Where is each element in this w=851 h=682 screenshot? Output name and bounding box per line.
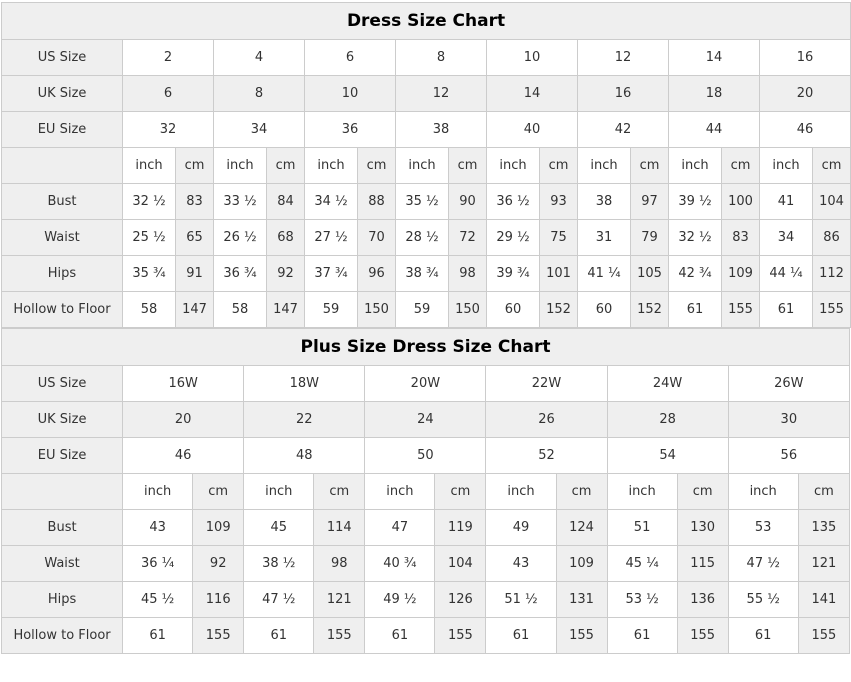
size-cell: 32: [123, 112, 214, 148]
measurement-cm-cell: 104: [813, 184, 851, 220]
measurement-cm-cell: 114: [314, 510, 365, 546]
row-label: Hips: [2, 582, 123, 618]
measurement-inch-cell: 43: [486, 546, 556, 582]
size-cell: 20W: [365, 366, 486, 402]
size-cell: 10: [487, 40, 578, 76]
plus-size-dress-size-chart-section: [1, 328, 851, 654]
measurement-inch-cell: 61: [123, 618, 193, 654]
unit-inch-cell: inch: [728, 474, 798, 510]
size-cell: 14: [669, 40, 760, 76]
unit-cm-cell: cm: [722, 148, 760, 184]
size-cell: 12: [578, 40, 669, 76]
size-cell: 22: [244, 402, 365, 438]
unit-inch-cell: inch: [365, 474, 435, 510]
measurement-row: [2, 618, 850, 654]
measurement-inch-cell: 55 ½: [728, 582, 798, 618]
unit-cm-cell: cm: [358, 148, 396, 184]
unit-header-row: [2, 474, 850, 510]
size-cell: 18: [669, 76, 760, 112]
size-row: [2, 76, 851, 112]
size-cell: 2: [123, 40, 214, 76]
size-row: [2, 112, 851, 148]
measurement-cm-cell: 98: [449, 256, 487, 292]
measurement-inch-cell: 31: [578, 220, 631, 256]
measurement-inch-cell: 36 ¼: [123, 546, 193, 582]
measurement-inch-cell: 53: [728, 510, 798, 546]
measurement-inch-cell: 51: [607, 510, 677, 546]
measurement-row: [2, 292, 851, 328]
size-cell: 44: [669, 112, 760, 148]
corner-cell: [2, 148, 123, 184]
measurement-cm-cell: 121: [314, 582, 365, 618]
measurement-inch-cell: 38 ¾: [396, 256, 449, 292]
measurement-inch-cell: 42 ¾: [669, 256, 722, 292]
unit-cm-cell: cm: [677, 474, 728, 510]
measurement-cm-cell: 152: [540, 292, 578, 328]
measurement-inch-cell: 51 ½: [486, 582, 556, 618]
size-cell: 4: [214, 40, 305, 76]
measurement-inch-cell: 35 ½: [396, 184, 449, 220]
measurement-cm-cell: 155: [314, 618, 365, 654]
measurement-inch-cell: 60: [487, 292, 540, 328]
unit-cm-cell: cm: [176, 148, 214, 184]
size-cell: 50: [365, 438, 486, 474]
measurement-cm-cell: 147: [176, 292, 214, 328]
measurement-cm-cell: 155: [813, 292, 851, 328]
measurement-cm-cell: 150: [358, 292, 396, 328]
plus-size-dress-size-chart-table: [1, 328, 850, 654]
measurement-inch-cell: 61: [365, 618, 435, 654]
measurement-inch-cell: 44 ¼: [760, 256, 813, 292]
measurement-cm-cell: 116: [193, 582, 244, 618]
measurement-inch-cell: 29 ½: [487, 220, 540, 256]
measurement-inch-cell: 25 ½: [123, 220, 176, 256]
size-cell: 14: [487, 76, 578, 112]
measurement-inch-cell: 45 ¼: [607, 546, 677, 582]
size-cell: 12: [396, 76, 487, 112]
size-cell: 46: [760, 112, 851, 148]
table-title-row: [2, 3, 851, 40]
unit-inch-cell: inch: [578, 148, 631, 184]
measurement-cm-cell: 101: [540, 256, 578, 292]
measurement-cm-cell: 115: [677, 546, 728, 582]
measurement-inch-cell: 36 ¾: [214, 256, 267, 292]
measurement-inch-cell: 32 ½: [123, 184, 176, 220]
measurement-cm-cell: 88: [358, 184, 396, 220]
size-cell: 26: [486, 402, 607, 438]
unit-cm-cell: cm: [435, 474, 486, 510]
measurement-inch-cell: 53 ½: [607, 582, 677, 618]
measurement-inch-cell: 60: [578, 292, 631, 328]
row-label: Hollow to Floor: [2, 292, 123, 328]
measurement-cm-cell: 119: [435, 510, 486, 546]
size-cell: 30: [728, 402, 849, 438]
measurement-inch-cell: 27 ½: [305, 220, 358, 256]
unit-inch-cell: inch: [760, 148, 813, 184]
measurement-cm-cell: 105: [631, 256, 669, 292]
unit-inch-cell: inch: [396, 148, 449, 184]
unit-inch-cell: inch: [123, 474, 193, 510]
unit-cm-cell: cm: [449, 148, 487, 184]
unit-cm-cell: cm: [556, 474, 607, 510]
size-cell: 48: [244, 438, 365, 474]
measurement-inch-cell: 26 ½: [214, 220, 267, 256]
measurement-cm-cell: 92: [193, 546, 244, 582]
measurement-cm-cell: 141: [798, 582, 849, 618]
row-label: EU Size: [2, 112, 123, 148]
size-cell: 42: [578, 112, 669, 148]
measurement-cm-cell: 155: [193, 618, 244, 654]
measurement-inch-cell: 47 ½: [728, 546, 798, 582]
measurement-cm-cell: 96: [358, 256, 396, 292]
size-cell: 6: [123, 76, 214, 112]
measurement-cm-cell: 84: [267, 184, 305, 220]
measurement-cm-cell: 124: [556, 510, 607, 546]
row-label: Hollow to Floor: [2, 618, 123, 654]
measurement-cm-cell: 83: [722, 220, 760, 256]
measurement-cm-cell: 130: [677, 510, 728, 546]
measurement-inch-cell: 41 ¼: [578, 256, 631, 292]
size-cell: 18W: [244, 366, 365, 402]
measurement-row: [2, 184, 851, 220]
unit-inch-cell: inch: [486, 474, 556, 510]
measurement-inch-cell: 39 ½: [669, 184, 722, 220]
measurement-cm-cell: 150: [449, 292, 487, 328]
dress-size-chart-section: [1, 2, 851, 328]
unit-cm-cell: cm: [193, 474, 244, 510]
measurement-row: [2, 220, 851, 256]
size-cell: 20: [123, 402, 244, 438]
size-cell: 10: [305, 76, 396, 112]
measurement-inch-cell: 40 ¾: [365, 546, 435, 582]
size-cell: 8: [396, 40, 487, 76]
measurement-row: [2, 582, 850, 618]
measurement-inch-cell: 39 ¾: [487, 256, 540, 292]
measurement-cm-cell: 68: [267, 220, 305, 256]
measurement-inch-cell: 49: [486, 510, 556, 546]
measurement-inch-cell: 59: [396, 292, 449, 328]
size-cell: 20: [760, 76, 851, 112]
measurement-inch-cell: 32 ½: [669, 220, 722, 256]
size-row: [2, 366, 850, 402]
measurement-cm-cell: 131: [556, 582, 607, 618]
measurement-cm-cell: 100: [722, 184, 760, 220]
size-cell: 16: [578, 76, 669, 112]
measurement-inch-cell: 61: [244, 618, 314, 654]
measurement-inch-cell: 33 ½: [214, 184, 267, 220]
measurement-row: [2, 510, 850, 546]
unit-inch-cell: inch: [214, 148, 267, 184]
measurement-cm-cell: 147: [267, 292, 305, 328]
size-row: [2, 438, 850, 474]
measurement-cm-cell: 92: [267, 256, 305, 292]
measurement-inch-cell: 38 ½: [244, 546, 314, 582]
measurement-cm-cell: 109: [722, 256, 760, 292]
unit-inch-cell: inch: [244, 474, 314, 510]
table-title-row: [2, 329, 850, 366]
measurement-inch-cell: 58: [123, 292, 176, 328]
measurement-inch-cell: 47: [365, 510, 435, 546]
size-cell: 24W: [607, 366, 728, 402]
measurement-cm-cell: 121: [798, 546, 849, 582]
row-label: UK Size: [2, 402, 123, 438]
measurement-inch-cell: 45 ½: [123, 582, 193, 618]
measurement-cm-cell: 126: [435, 582, 486, 618]
measurement-inch-cell: 47 ½: [244, 582, 314, 618]
size-cell: 54: [607, 438, 728, 474]
measurement-inch-cell: 37 ¾: [305, 256, 358, 292]
size-cell: 40: [487, 112, 578, 148]
table-title: Dress Size Chart: [2, 3, 851, 40]
measurement-inch-cell: 35 ¾: [123, 256, 176, 292]
unit-cm-cell: cm: [631, 148, 669, 184]
measurement-cm-cell: 65: [176, 220, 214, 256]
measurement-inch-cell: 34 ½: [305, 184, 358, 220]
size-cell: 34: [214, 112, 305, 148]
unit-cm-cell: cm: [314, 474, 365, 510]
size-cell: 56: [728, 438, 849, 474]
measurement-inch-cell: 61: [486, 618, 556, 654]
measurement-cm-cell: 155: [722, 292, 760, 328]
row-label: Bust: [2, 510, 123, 546]
measurement-cm-cell: 109: [556, 546, 607, 582]
measurement-cm-cell: 83: [176, 184, 214, 220]
measurement-inch-cell: 59: [305, 292, 358, 328]
measurement-inch-cell: 36 ½: [487, 184, 540, 220]
measurement-cm-cell: 91: [176, 256, 214, 292]
measurement-inch-cell: 61: [607, 618, 677, 654]
unit-inch-cell: inch: [669, 148, 722, 184]
size-cell: 36: [305, 112, 396, 148]
measurement-cm-cell: 155: [556, 618, 607, 654]
measurement-cm-cell: 72: [449, 220, 487, 256]
row-label: EU Size: [2, 438, 123, 474]
measurement-cm-cell: 112: [813, 256, 851, 292]
unit-cm-cell: cm: [267, 148, 305, 184]
row-label: UK Size: [2, 76, 123, 112]
unit-inch-cell: inch: [607, 474, 677, 510]
measurement-cm-cell: 97: [631, 184, 669, 220]
measurement-cm-cell: 136: [677, 582, 728, 618]
measurement-cm-cell: 86: [813, 220, 851, 256]
measurement-cm-cell: 152: [631, 292, 669, 328]
measurement-inch-cell: 58: [214, 292, 267, 328]
measurement-inch-cell: 28 ½: [396, 220, 449, 256]
measurement-cm-cell: 79: [631, 220, 669, 256]
unit-header-row: [2, 148, 851, 184]
measurement-cm-cell: 75: [540, 220, 578, 256]
unit-cm-cell: cm: [540, 148, 578, 184]
unit-cm-cell: cm: [798, 474, 849, 510]
measurement-inch-cell: 41: [760, 184, 813, 220]
measurement-cm-cell: 155: [677, 618, 728, 654]
dress-size-chart-table: [1, 2, 851, 328]
measurement-cm-cell: 98: [314, 546, 365, 582]
measurement-cm-cell: 93: [540, 184, 578, 220]
measurement-cm-cell: 90: [449, 184, 487, 220]
size-cell: 6: [305, 40, 396, 76]
row-label: Waist: [2, 220, 123, 256]
measurement-row: [2, 546, 850, 582]
size-cell: 8: [214, 76, 305, 112]
size-cell: 16W: [123, 366, 244, 402]
row-label: Waist: [2, 546, 123, 582]
measurement-cm-cell: 155: [798, 618, 849, 654]
row-label: US Size: [2, 40, 123, 76]
measurement-cm-cell: 135: [798, 510, 849, 546]
row-label: US Size: [2, 366, 123, 402]
size-cell: 24: [365, 402, 486, 438]
measurement-cm-cell: 104: [435, 546, 486, 582]
measurement-inch-cell: 49 ½: [365, 582, 435, 618]
measurement-inch-cell: 34: [760, 220, 813, 256]
measurement-row: [2, 256, 851, 292]
measurement-inch-cell: 43: [123, 510, 193, 546]
size-row: [2, 40, 851, 76]
size-cell: 46: [123, 438, 244, 474]
unit-inch-cell: inch: [487, 148, 540, 184]
measurement-inch-cell: 38: [578, 184, 631, 220]
size-cell: 52: [486, 438, 607, 474]
measurement-cm-cell: 70: [358, 220, 396, 256]
row-label: Hips: [2, 256, 123, 292]
measurement-inch-cell: 45: [244, 510, 314, 546]
measurement-inch-cell: 61: [728, 618, 798, 654]
measurement-inch-cell: 61: [669, 292, 722, 328]
corner-cell: [2, 474, 123, 510]
unit-inch-cell: inch: [305, 148, 358, 184]
measurement-cm-cell: 155: [435, 618, 486, 654]
unit-inch-cell: inch: [123, 148, 176, 184]
size-cell: 26W: [728, 366, 849, 402]
size-row: [2, 402, 850, 438]
unit-cm-cell: cm: [813, 148, 851, 184]
table-title: Plus Size Dress Size Chart: [2, 329, 850, 366]
measurement-cm-cell: 109: [193, 510, 244, 546]
size-cell: 16: [760, 40, 851, 76]
size-cell: 28: [607, 402, 728, 438]
row-label: Bust: [2, 184, 123, 220]
size-cell: 22W: [486, 366, 607, 402]
measurement-inch-cell: 61: [760, 292, 813, 328]
size-cell: 38: [396, 112, 487, 148]
